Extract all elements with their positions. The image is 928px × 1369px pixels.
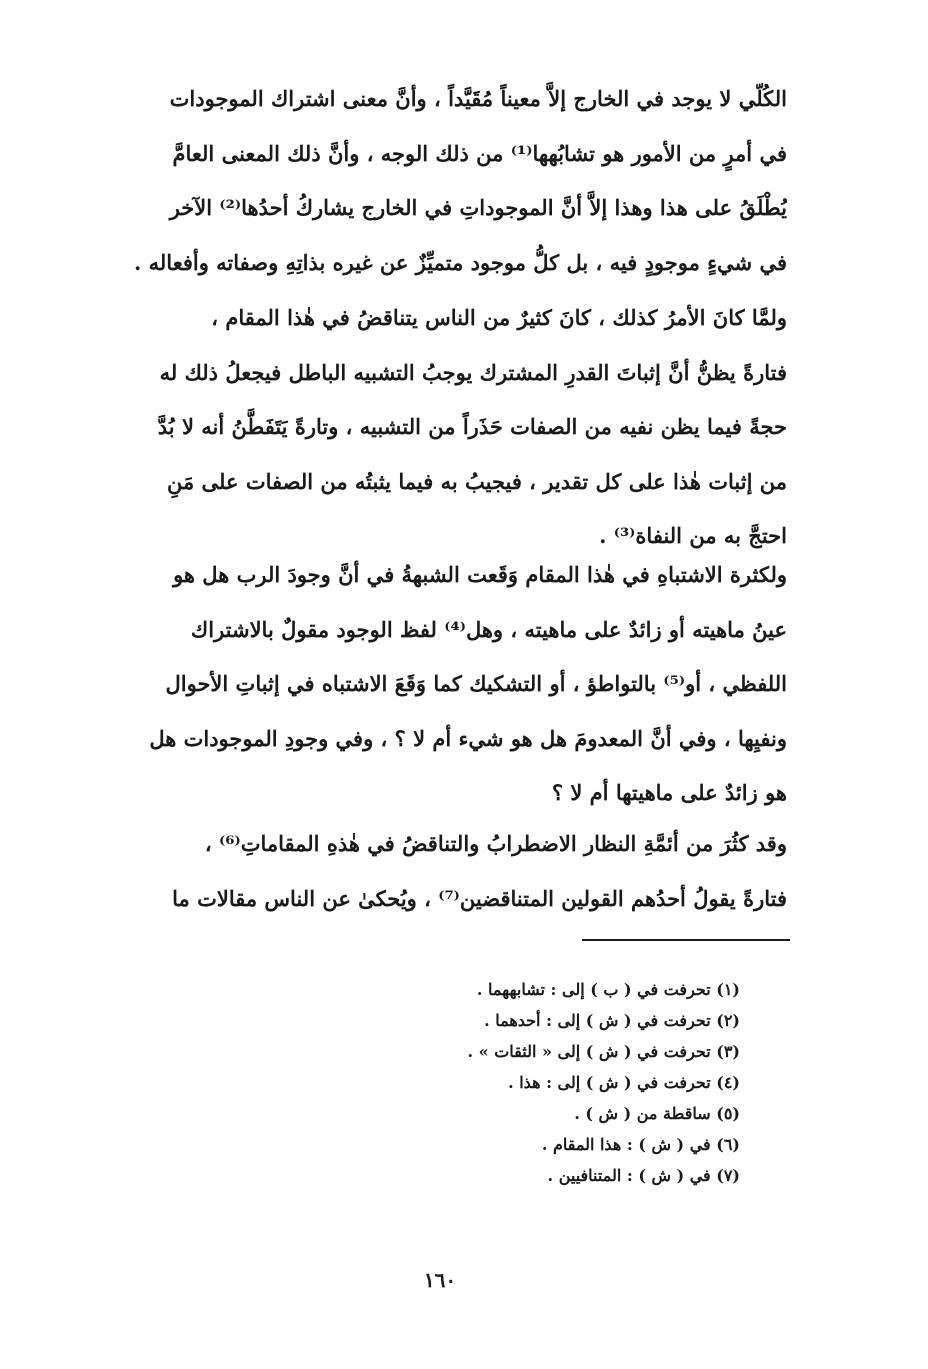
text-line: اللفظي ، أو⁽⁵⁾ بالتواطؤ ، أو التشكيك كما وَقَعَ الاشتباه في إثباتِ الأحوال [165,671,787,696]
footnote-item: (٥) ساقطة من ( ش ) . [574,1104,740,1123]
text-line: فتارةً يقولُ أحدُهم القولين المتناقضين⁽⁷⁾ ، ويُحكىٰ عن الناس مقالات ما [172,885,787,911]
text-line: عينُ ماهيته أو زائدٌ على ماهيته ، وهل⁽⁴⁾ لفظ الوجود مقولٌ بالاشتراك [190,616,787,642]
footnotes-list [380,974,740,1191]
paragraph-4 [115,817,787,926]
page-number: ١٦٠ [423,1268,457,1292]
paragraph-3 [115,548,787,821]
text-line: ولكثرة الاشتباهِ في هٰذا المقام وَقَعت الشبهةُ في أنَّ وجودَ الرب هل هو [173,562,787,587]
text-line: فتارةً يظنُّ أنَّ إثباتَ القدرِ المشترك يوجبُ التشبيه الباطل فيجعلُ ذلك له [159,359,787,385]
text-line: ونفيِها ، وفي أنَّ المعدومَ هل هو شيء أم لا ؟ ، وفي وجودِ الموجودات هل [149,725,787,751]
paragraph-1 [115,72,787,290]
text-line: ولمَّا كانَ الأمرُ كذلك ، كانَ كثيرٌ من الناس يتناقضُ في هٰذا المقام ، [211,305,787,330]
text-line: هو زائدٌ على ماهيتها أم لا ؟ [551,780,787,805]
footnote-item: (٣) تحرفت في ( ش ) إلى « الثقات » . [467,1042,740,1061]
footnote-item: (٦) في ( ش ) : هذا المقام . [541,1135,740,1154]
text-line: في شيءٍ موجودٍ فيه ، بل كلُّ موجود متميِّزٌ عن غيره بذاتِهِ وصفاته وأفعاله . [134,249,787,275]
footnote-item: (٤) تحرفت في ( ش ) إلى : هذا . [508,1073,740,1092]
text-line: حجةً فيما يظن نفيه من الصفات حَذَراً من التشبيه ، وتارةً يَتَفَطَّنُ أنه لا بُدَّ [157,414,787,439]
text-line: وقد كثُرَ من أئمَّةِ النظار الاضطرابُ والتناقضُ في هٰذهِ المقاماتِ⁽⁶⁾ ، [204,831,787,856]
footnote-divider [582,939,790,941]
text-line: احتجَّ به من النفاة⁽³⁾ . [599,523,787,548]
text-line: في أمرٍ من الأمور هو تشابُهها⁽¹⁾ من ذلك الوجه ، وأنَّ ذلك المعنى العامَّ [172,140,787,166]
footnote-item: (٧) في ( ش ) : المتنافيين . [547,1166,740,1185]
text-line: يُطْلَقُ على هذا وهذا إلاَّ أنَّ الموجوداتِ في الخارج يشاركُ أحدُها⁽²⁾ الآخر [169,195,787,220]
footnote-item: (١) تحرفت في ( ب ) إلى : تشابههما . [476,980,740,999]
text-line: من إثبات هٰذا على كل تقدير ، فيجيبُ به فيما يثبتُه من الصفات على مَنِ [166,468,787,494]
footnote-item: (٢) تحرفت في ( ش ) إلى : أحدهما . [484,1011,740,1030]
paragraph-2 [115,291,787,564]
text-line: الكُلّي لا يوجد في الخارج إلاَّ معيناً مُقَيَّداً ، وأنَّ معنى اشتراك الموجودات [169,86,787,111]
